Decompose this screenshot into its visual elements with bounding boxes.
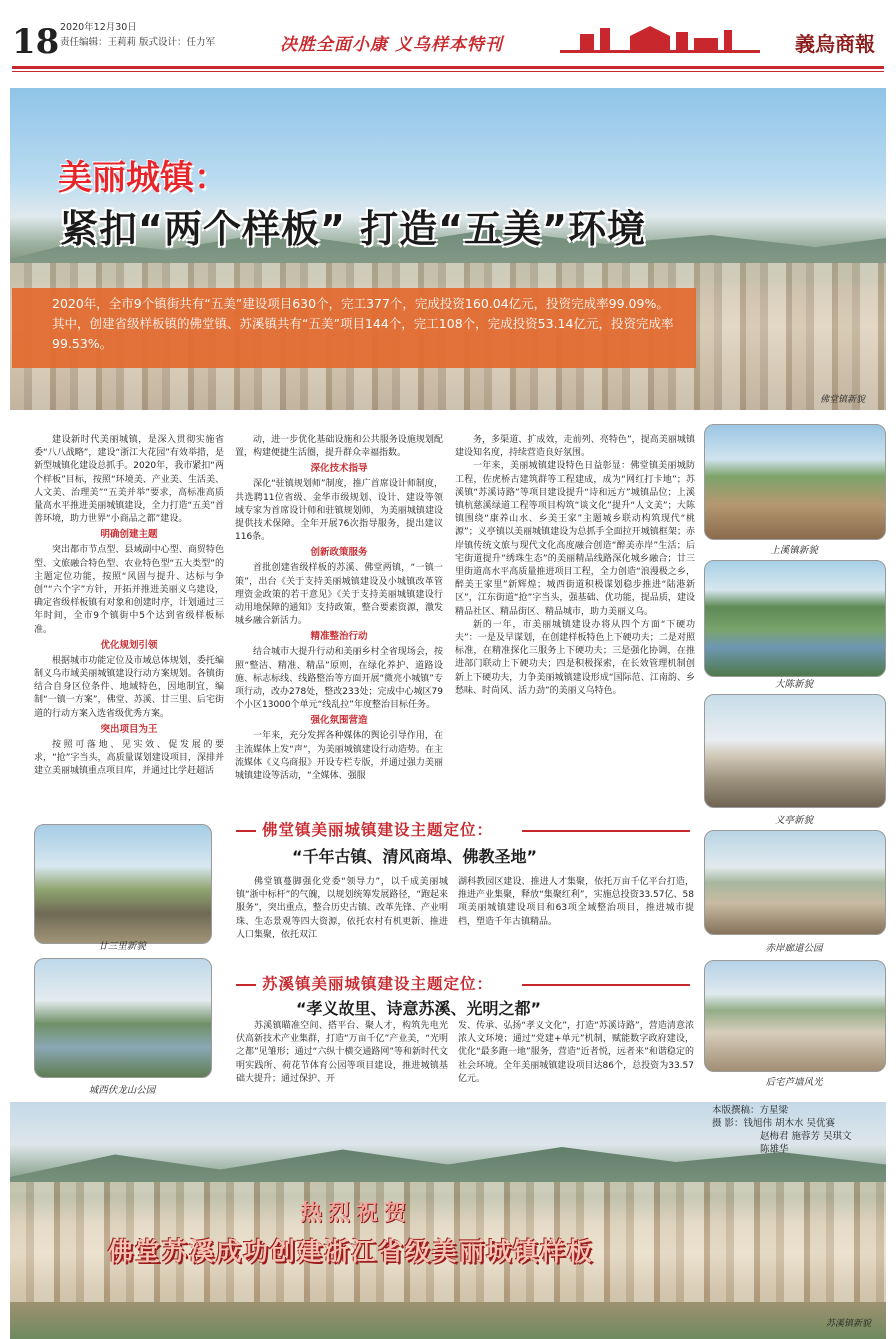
special-issue-banner: 决胜全面小康 义乌样本特刊 bbox=[280, 35, 503, 55]
column-paragraph: 结合城市大提升行动和美丽乡村全省现场会，按照“整洁、精准、精品”原则，在绿化养护、道路设施、标志标线、线路整治等方面开展“微亮小城镇”专项行动，改办278处，整改233处；完成中心城区79个小区13000个单元“线乱拉”年度整治目标任务。 bbox=[235, 647, 443, 711]
column-subheading: 精准整治行动 bbox=[310, 631, 368, 643]
column-subheading: 明确创建主题 bbox=[100, 529, 158, 541]
photo-yiting bbox=[704, 694, 886, 808]
suxi-paragraph-right: 发、传承、弘扬“孝义文化”，打造“苏溪诗路”，营造清意浓浓人文环境；通过“党建+单元”机制，赋能数字政府建设，优化“最多跑一地”服务，营造“近者悦，远者来”和谐稳定的社会环境。全年美丽城镇建设项目达86个，总投资为33.57亿元。 bbox=[458, 1021, 694, 1084]
column-subheading: 强化氛围营造 bbox=[310, 715, 368, 727]
article-column-3 bbox=[455, 434, 695, 698]
header-rule-thin bbox=[12, 71, 884, 72]
suxi-title-rule-right bbox=[522, 984, 690, 986]
bottom-photo-caption: 苏溪镇新貌 bbox=[826, 1319, 872, 1329]
article-column-2 bbox=[235, 434, 443, 783]
column-paragraph: 务，多渠道、扩成效，走前列、亮特色”，提高美丽城镇建设知名度，持续营造良好氛围。 bbox=[455, 435, 695, 459]
photo-houzhai bbox=[704, 960, 886, 1072]
newspaper-logo: 義烏商報 bbox=[795, 32, 875, 56]
issue-date: 2020年12月30日 bbox=[60, 22, 137, 33]
city-skyline-icon bbox=[560, 20, 760, 62]
column-subheading: 深化技术指导 bbox=[310, 463, 368, 475]
suxi-text-right bbox=[458, 1020, 694, 1086]
column-paragraph: 按照可落地、见实效、促发展的要求，“抢”字当头，高质量谋划建设项目，深排并建立美丽城镇重点项目库，并通过比学赶超活 bbox=[34, 739, 224, 777]
suxi-slogan: “孝义故里、诗意苏溪、光明之都” bbox=[296, 999, 542, 1018]
photo-chengxi bbox=[34, 958, 212, 1078]
congratulations-text: 热烈祝贺 bbox=[300, 1201, 413, 1226]
photo-caption-chengxi: 城西伏龙山公园 bbox=[88, 1085, 156, 1096]
page-number: 18 bbox=[12, 22, 60, 62]
credit-photographers: 摄 影：钱旭伟 胡木水 吴优赛 bbox=[712, 1118, 836, 1129]
suxi-paragraph-left: 苏溪镇瞄准空间、搭平台、聚人才，构筑先电光伏高新技术产业集群，打造“万亩千亿”产业美，“光明之都”见雏形；通过“六纵十横交通路网”等和新时代文明实践所、荷花节体育公园等项目建设，推进城镇基础大提升；通过保护、开 bbox=[236, 1021, 448, 1084]
credit-photographers-3: 陈雄华 bbox=[760, 1144, 789, 1155]
photo-caption-yiting: 义亭新貌 bbox=[774, 815, 813, 826]
fotang-section-title: 佛堂镇美丽城镇建设主题定位： bbox=[262, 821, 494, 839]
column-subheading: 突出项目为王 bbox=[100, 723, 158, 735]
hero-title-main: 紧扣“两个样板” 打造“五美”环境 bbox=[60, 207, 647, 251]
photo-chian bbox=[704, 830, 886, 935]
column-paragraph: 一年来，充分发挥各种媒体的舆论引导作用，在主流媒体上发“声”，为美丽城镇建设行动造势。在主流媒体《义乌商报》开设专栏专版，并通过强力美丽城镇建设等活动，“全媒体、强服 bbox=[235, 731, 443, 782]
fotang-paragraph-left: 佛堂镇蔓脚强化党委“领导力”，以千成美丽城镇“浙中标杆”的气魄，以规划统筹发展路径，“跑起来服务”，突出重点，整合历史古镇、改革先锋、产业明珠、生态景观等四大资源，依托农村有机更新、推进人口集聚，依托双江 bbox=[236, 877, 448, 940]
column-paragraph: 深化“驻镇规划师”制度，推广首席设计师制度，共选聘11位省级、金华市级规划、设计、建设等领域专家为首席设计师和驻镇规划师，为美丽城镇建设提供技术保障。全年开展76次指导服务，提出建议116条。 bbox=[235, 479, 443, 543]
photo-caption-ershisanli: 廿三里新貌 bbox=[98, 941, 146, 952]
header-rule bbox=[12, 66, 884, 69]
column-paragraph: 突出都市节点型、县域副中心型、商贸特色型、文旅融合特色型、农业特色型“五大类型”的主题定位功能，按照“风固与提升、达标与争创”“六个字”方针，开拓并推进美丽义乌建设，确定省级样板镇有对象和创建时序，计划通过三年时间，全市9个镇街中5个达到省级样板标准。 bbox=[34, 545, 224, 635]
credit-writer: 本版撰稿：方星梁 bbox=[712, 1105, 789, 1116]
fotang-title-rule-left bbox=[236, 830, 256, 832]
hero-summary-text: 2020年，全市9个镇街共有“五美”建设项目630个，完工377个，完成投资160.04亿元，投资完成率99.09%。其中，创建省级样板镇的佛堂镇、苏溪镇共有“五美”项目144个，完工108个，完成投资53.14亿元，投资完成率99.53%。 bbox=[52, 296, 674, 351]
photo-caption-dachen: 大陈新貌 bbox=[774, 679, 813, 690]
credit-photographers-2: 赵梅君 施蓉芳 吴琪文 bbox=[760, 1131, 852, 1142]
photo-caption-shangxi: 上溪镇新貌 bbox=[770, 545, 818, 556]
photo-ershisanli bbox=[34, 824, 212, 944]
fotang-paragraph-right: 湖科教园区建设、推进人才集聚，依托万亩千亿平台打造，推进产业集聚，释放“集聚红利”，实施总投资33.57亿、58项美丽城镇建设项目和63项全域整治项目，推进城市提档，塑造千年古镇精品。 bbox=[458, 877, 694, 927]
page-credits bbox=[712, 1104, 852, 1156]
column-paragraph: 一年来，美丽城镇建设特色日益彰显：佛堂镇美丽城防工程，佐虎桥古建筑群等工程建成，成为“网红打卡地”；苏溪镇“苏溪诗路”等项目建设提升“诗和远方”城镇品位；上溪镇杭慈溪绿道工程等项目构筑“谈文化”提升“人文美”；大陈镇围绕“康养山水、乡美王家”主题城乡联动构筑现代“桃源”；义亭镇以美丽城镇建设为总抓手全面拉开城镇框架；赤岸镇传统文旅与现代文化高度融合创造“醉美赤岸”生活；后宅街道提升“绣珠生态”的美丽精品线路深化城乡融合；廿三里街道高水平高质量推进项目工程，全力创造“浪漫极之乡，醉美王家里”新辉煌；城西街道积极谋划稳步推进“陆港新区”，江东街道“抢”字当头，强基础、优功能，提品质，建设精品社区、精品街区、精品城市，助力美丽义乌。 bbox=[455, 461, 695, 617]
header-meta bbox=[60, 20, 215, 50]
hero-summary-box bbox=[12, 288, 696, 368]
column-paragraph: 新的一年，市美丽城镇建设办将从四个方面“下硬功夫”：一是及早谋划，在创建样板特色上下硬功夫；二是对照标准，在精准探化三服务上下硬功夫；三是强化协调，在推进部门联动上下硬功夫；四是积极探索，在长效管理机制创新上下硬功夫，力争美丽城镇建设形成“国际范、江南韵、乡愁味、时尚风、活力劲”的美丽义乌特色。 bbox=[455, 619, 695, 696]
suxi-section-title: 苏溪镇美丽城镇建设主题定位： bbox=[262, 975, 494, 993]
suxi-title-rule-left bbox=[236, 984, 256, 986]
photo-dachen bbox=[704, 560, 886, 677]
bottom-headline: 佛堂苏溪成功创建浙江省级美丽城镇样板 bbox=[108, 1237, 595, 1266]
article-column-1 bbox=[34, 434, 224, 778]
fotang-text-right bbox=[458, 876, 694, 929]
hero-title-prefix: 美丽城镇： bbox=[58, 158, 228, 198]
suxi-text-left bbox=[236, 1020, 448, 1086]
column-paragraph: 根据城市功能定位及市域总体规划，委托编制义乌市域美丽城镇建设行动方案规划。各镇街结合自身区位条件、地域特色，因地制宜，编制“一镇一方案”，佛堂、苏溪、廿三里、后宅街道的行动方案入选省级优秀方案。 bbox=[34, 655, 224, 719]
hero-photo-caption: 佛堂镇新貌 bbox=[820, 395, 866, 405]
photo-caption-houzhai: 后宅芦墙风光 bbox=[765, 1077, 823, 1088]
photo-caption-chian: 赤岸廊道公园 bbox=[765, 943, 823, 954]
column-paragraph: 动，进一步优化基础设施和公共服务设施规划配置，构建便捷生活圈，提升群众幸福指数。 bbox=[235, 435, 443, 459]
fotang-text-left bbox=[236, 876, 448, 942]
photo-shangxi bbox=[704, 424, 886, 540]
editor-credits: 责任编辑：王莉莉 版式设计：任力军 bbox=[60, 37, 216, 48]
column-subheading: 创新政策服务 bbox=[310, 547, 368, 559]
column-paragraph: 建设新时代美丽城镇，是深入贯彻实施省委“八八战略”，建设“浙江大花园”有效举措，是新型城镇化建设总抓手。2020年，我市紧扣“两个样板”目标，按照“环境美、产业美、生活美、人文美、治理美”“五美并举”要求，高标准高质量高水平推进美丽城镇建设，全力打造“五美”首善环境，助力世界“小商品之都”建设。 bbox=[34, 435, 224, 525]
column-subheading: 优化规划引领 bbox=[100, 639, 158, 651]
fotang-title-rule-right bbox=[522, 830, 690, 832]
fotang-slogan: “千年古镇、清风商埠、佛教圣地” bbox=[292, 847, 538, 866]
column-paragraph: 首批创建省级样板的苏溪、佛堂两镇，“一镇一策”，出台《关于支持美丽城镇建设及小城镇改革管理资金政策的若干意见》《关于支持美丽城镇建设行动用地保障的通知》支持政策，整合要素资源，激发城乡融合新活力。 bbox=[235, 563, 443, 627]
